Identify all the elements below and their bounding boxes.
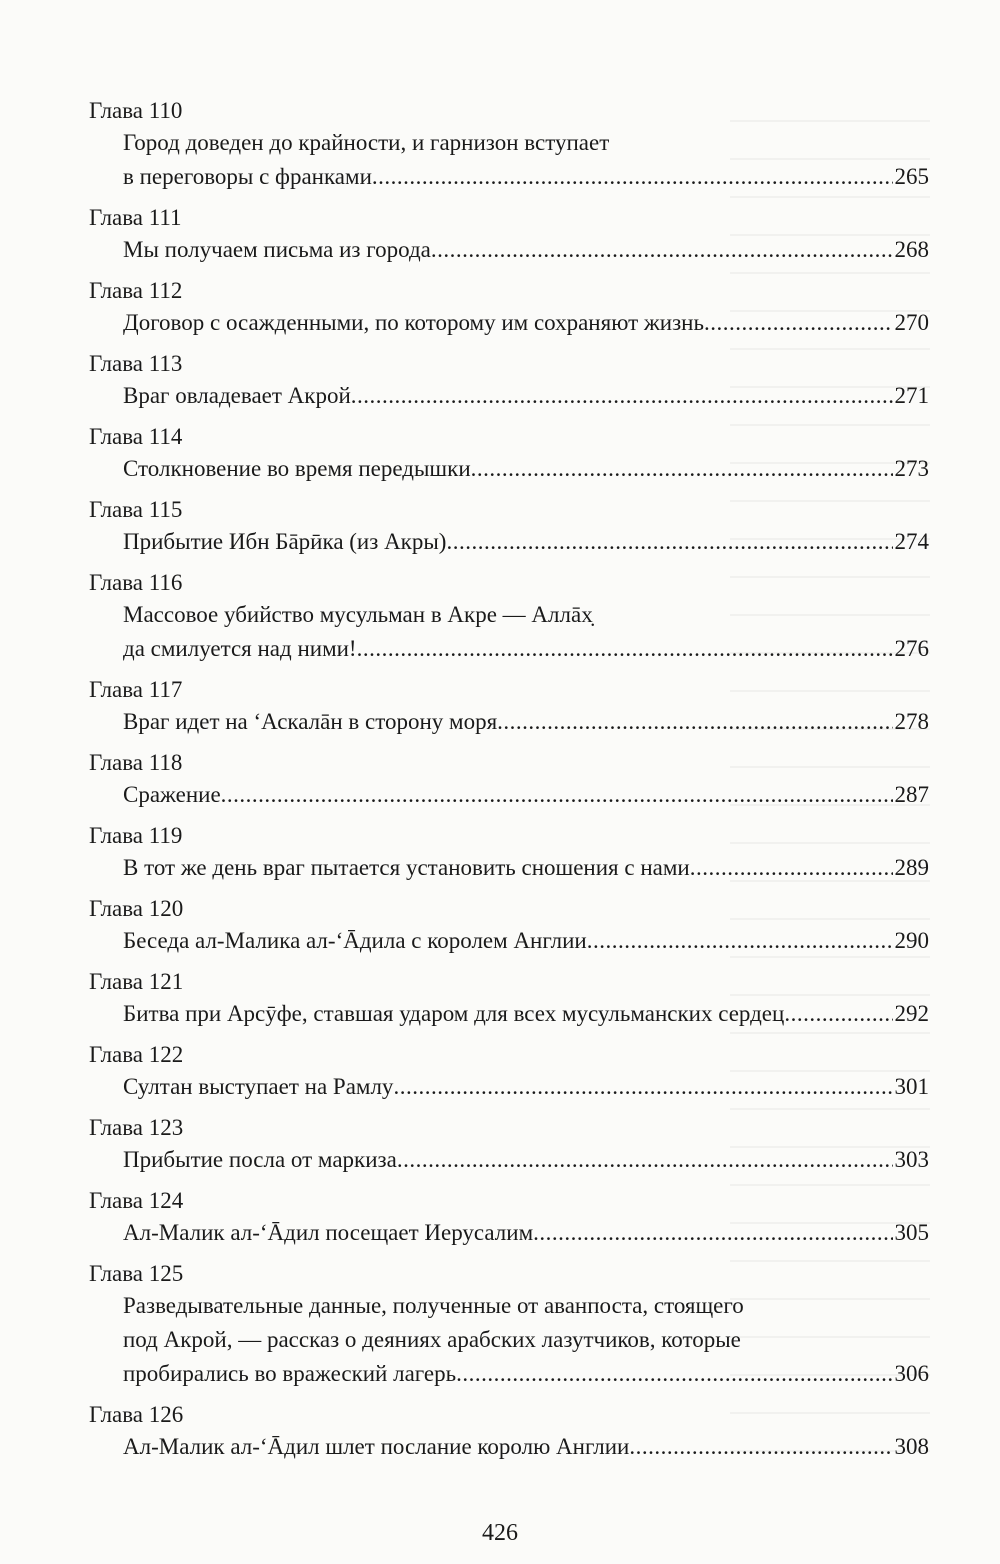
chapter-title-text: Султан выступает на Рамлу (123, 1074, 394, 1099)
chapter-title-final-line (123, 924, 929, 958)
chapter-entry (89, 306, 929, 340)
chapter-title-final-line (123, 379, 929, 413)
chapter-entry (89, 525, 929, 559)
chapter-title-text: пробирались во вражеский лагерь (123, 1361, 457, 1386)
chapter-entry (89, 1070, 929, 1104)
chapter-label: Глава 114 (89, 424, 183, 449)
chapter-page-number: 268 (894, 237, 929, 262)
chapter-entry (89, 851, 929, 885)
chapter-entry (89, 1143, 929, 1177)
dot-leader (221, 778, 893, 812)
chapter-label: Глава 113 (89, 351, 183, 376)
chapter-label: Глава 126 (89, 1402, 184, 1427)
chapter-page-number: 292 (894, 1001, 929, 1026)
chapter-page-number: 306 (894, 1361, 929, 1386)
chapter-title-final-line (123, 632, 929, 666)
chapter-title-final-line (123, 1070, 929, 1104)
dot-leader (393, 1070, 892, 1104)
chapter-label: Глава 111 (89, 205, 182, 230)
chapter-title-line: Массовое убийство мусульман в Акре — Аллāх̣ (123, 602, 593, 627)
chapter-label: Глава 119 (89, 823, 183, 848)
chapter-title-text: Мы получаем письма из города (123, 237, 431, 262)
chapter-page-number: 289 (894, 855, 929, 880)
chapter-title-text: Прибытие посла от маркиза (123, 1147, 397, 1172)
chapter-page-number: 271 (894, 383, 929, 408)
chapter-entry (89, 379, 929, 413)
chapter-entry (89, 1430, 929, 1464)
chapter-title-text: Беседа ал-Малика ал-ʻĀдила с королем Англии (123, 928, 587, 953)
chapter-title-final-line (123, 851, 929, 885)
chapter-title-line: Разведывательные данные, полученные от аванпоста, стоящего (123, 1293, 744, 1318)
dot-leader (446, 525, 892, 559)
chapter-title-final-line (123, 1357, 929, 1391)
toc-chapter (89, 349, 929, 413)
chapter-title-text: Битва при Арсӯфе, ставшая ударом для всех мусульманских сердец (123, 1001, 785, 1026)
chapter-title-text: В тот же день враг пытается установить сношения с нами (123, 855, 690, 880)
chapter-label: Глава 120 (89, 896, 184, 921)
chapter-title-text: Сражение (123, 782, 221, 807)
dot-leader (587, 924, 893, 958)
chapter-page-number: 265 (894, 164, 929, 189)
chapter-title-text: да смилуется над ними! (123, 636, 357, 661)
dot-leader (357, 632, 893, 666)
chapter-entry (89, 705, 929, 739)
toc-chapter (89, 1113, 929, 1177)
chapter-title-text: Ал-Малик ал-ʻĀдил шлет послание королю Англии (123, 1434, 630, 1459)
chapter-label: Глава 121 (89, 969, 184, 994)
chapter-title-final-line (123, 306, 929, 340)
dot-leader (704, 306, 893, 340)
chapter-page-number: 273 (894, 456, 929, 481)
chapter-title-final-line (123, 997, 929, 1031)
chapter-title-text: Ал-Малик ал-ʻĀдил посещает Иерусалим (123, 1220, 534, 1245)
chapter-page-number: 274 (894, 529, 929, 554)
toc-chapter (89, 1400, 929, 1464)
toc-chapter (89, 422, 929, 486)
chapter-label: Глава 124 (89, 1188, 184, 1213)
page-number: 426 (482, 1520, 518, 1546)
chapter-title-final-line (123, 233, 929, 267)
toc-chapter (89, 495, 929, 559)
chapter-title-text: в переговоры с франками (123, 164, 372, 189)
chapter-page-number: 287 (894, 782, 929, 807)
chapter-entry (89, 126, 929, 194)
chapter-label: Глава 112 (89, 278, 183, 303)
dot-leader (456, 1357, 892, 1391)
chapter-label: Глава 125 (89, 1261, 184, 1286)
chapter-entry (89, 233, 929, 267)
chapter-label: Глава 123 (89, 1115, 184, 1140)
toc-chapter (89, 203, 929, 267)
chapter-page-number: 308 (894, 1434, 929, 1459)
dot-leader (351, 379, 893, 413)
chapter-title-final-line (123, 525, 929, 559)
chapter-entry (89, 1289, 929, 1391)
dot-leader (533, 1216, 892, 1250)
chapter-page-number: 305 (894, 1220, 929, 1245)
dot-leader (784, 997, 892, 1031)
chapter-label: Глава 117 (89, 677, 183, 702)
toc-chapter (89, 967, 929, 1031)
chapter-entry (89, 997, 929, 1031)
chapter-title-final-line (123, 705, 929, 739)
chapter-page-number: 290 (894, 928, 929, 953)
toc-chapter (89, 748, 929, 812)
toc-chapter (89, 1186, 929, 1250)
chapter-page-number: 276 (894, 636, 929, 661)
chapter-title-final-line (123, 160, 929, 194)
chapter-title-final-line (123, 1143, 929, 1177)
chapter-page-number: 278 (894, 709, 929, 734)
chapter-title-line: под Акрой, — рассказ о деяниях арабских лазутчиков, которые (123, 1327, 741, 1352)
chapter-title-text: Договор с осажденными, по которому им сохраняют жизнь (123, 310, 704, 335)
chapter-title-text: Столкновение во время передышки (123, 456, 471, 481)
dot-leader (431, 233, 893, 267)
chapter-label: Глава 118 (89, 750, 183, 775)
dot-leader (629, 1430, 892, 1464)
chapter-title-final-line (123, 1216, 929, 1250)
chapter-page-number: 303 (894, 1147, 929, 1172)
chapter-label: Глава 110 (89, 98, 183, 123)
chapter-page-number: 301 (894, 1074, 929, 1099)
chapter-entry (89, 598, 929, 666)
dot-leader (471, 452, 893, 486)
chapter-label: Глава 115 (89, 497, 183, 522)
chapter-title-text: Враг идет на ʻАскалāн в сторону моря (123, 709, 498, 734)
dot-leader (397, 1143, 893, 1177)
chapter-entry (89, 778, 929, 812)
dot-leader (497, 705, 892, 739)
chapter-title-text: Прибытие Ибн Бāрӣка (из Акры) (123, 529, 447, 554)
chapter-title-final-line (123, 1430, 929, 1464)
chapter-page-number: 270 (894, 310, 929, 335)
table-of-contents (89, 96, 929, 1473)
toc-chapter (89, 276, 929, 340)
dot-leader (690, 851, 893, 885)
chapter-title-line: Город доведен до крайности, и гарнизон вступает (123, 130, 610, 155)
dot-leader (372, 160, 893, 194)
chapter-entry (89, 924, 929, 958)
toc-chapter (89, 568, 929, 666)
chapter-title-text: Враг овладевает Акрой (123, 383, 351, 408)
toc-chapter (89, 1259, 929, 1391)
chapter-label: Глава 122 (89, 1042, 184, 1067)
toc-chapter (89, 1040, 929, 1104)
chapter-title-final-line (123, 452, 929, 486)
chapter-title-final-line (123, 778, 929, 812)
toc-chapter (89, 675, 929, 739)
chapter-label: Глава 116 (89, 570, 183, 595)
chapter-entry (89, 1216, 929, 1250)
toc-chapter (89, 894, 929, 958)
toc-chapter (89, 96, 929, 194)
toc-chapter (89, 821, 929, 885)
chapter-entry (89, 452, 929, 486)
